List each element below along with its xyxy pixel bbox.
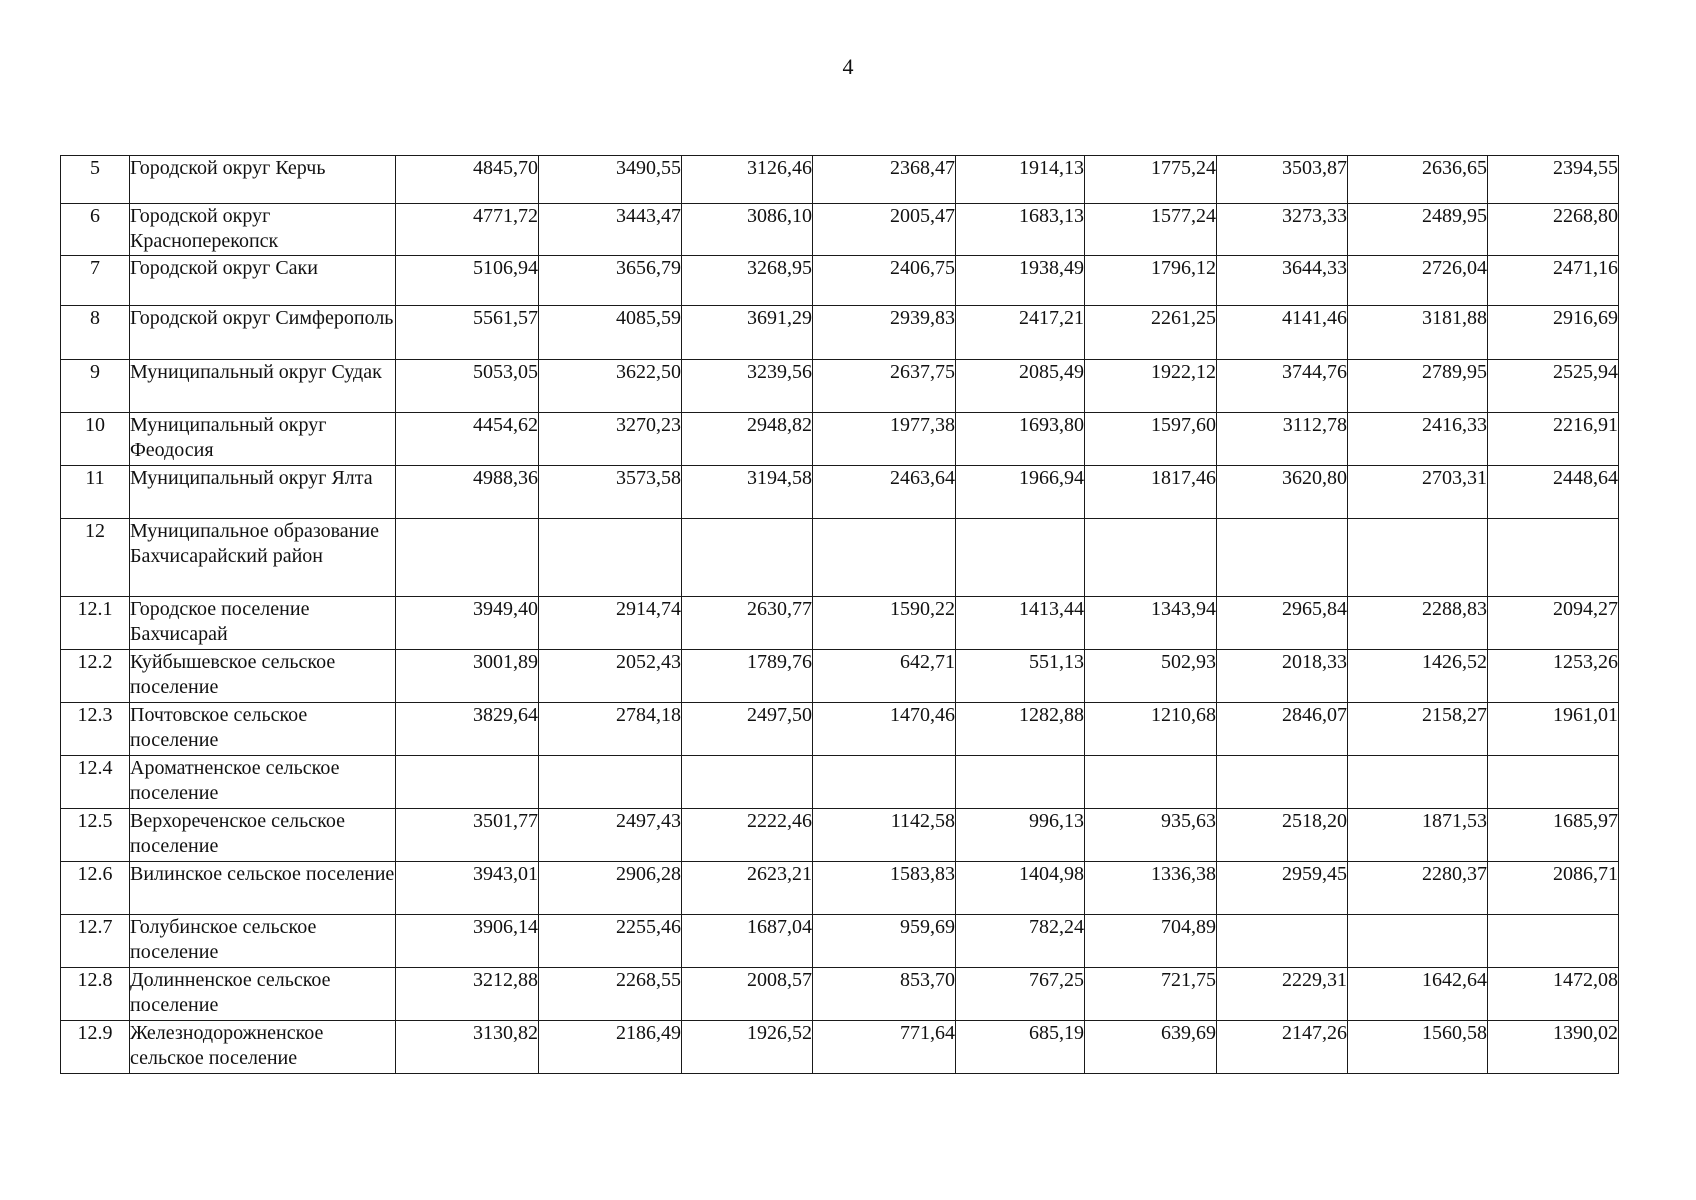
value-cell: 1426,52 [1348, 650, 1488, 703]
municipality-name: Муниципальное образование Бахчисарайский район [130, 519, 396, 597]
value-cell [1348, 519, 1488, 597]
value-cell: 3829,64 [396, 703, 539, 756]
municipality-name: Верхореченское сельское поселение [130, 809, 396, 862]
table-row [61, 413, 1619, 466]
value-cell: 1922,12 [1085, 360, 1217, 413]
value-cell: 2216,91 [1488, 413, 1619, 466]
value-cell [956, 756, 1085, 809]
value-cell: 2914,74 [539, 597, 682, 650]
value-cell [539, 756, 682, 809]
value-cell: 3501,77 [396, 809, 539, 862]
value-cell: 2623,21 [682, 862, 813, 915]
value-cell: 721,75 [1085, 968, 1217, 1021]
value-cell: 2394,55 [1488, 156, 1619, 204]
row-number: 8 [61, 306, 130, 360]
row-number: 7 [61, 256, 130, 306]
value-cell: 3239,56 [682, 360, 813, 413]
value-cell [682, 756, 813, 809]
value-cell: 1590,22 [813, 597, 956, 650]
value-cell: 2008,57 [682, 968, 813, 1021]
value-cell: 2255,46 [539, 915, 682, 968]
value-cell: 3212,88 [396, 968, 539, 1021]
value-cell [539, 519, 682, 597]
value-cell: 1871,53 [1348, 809, 1488, 862]
value-cell: 3620,80 [1217, 466, 1348, 519]
value-cell [396, 519, 539, 597]
value-cell [1217, 915, 1348, 968]
value-cell: 3126,46 [682, 156, 813, 204]
value-cell: 5561,57 [396, 306, 539, 360]
row-number: 12.3 [61, 703, 130, 756]
value-cell: 959,69 [813, 915, 956, 968]
value-cell: 2448,64 [1488, 466, 1619, 519]
value-cell: 1336,38 [1085, 862, 1217, 915]
value-cell: 2094,27 [1488, 597, 1619, 650]
value-cell: 2288,83 [1348, 597, 1488, 650]
value-cell: 2268,80 [1488, 204, 1619, 256]
value-cell: 3268,95 [682, 256, 813, 306]
value-cell: 2630,77 [682, 597, 813, 650]
row-number: 12 [61, 519, 130, 597]
row-number: 12.9 [61, 1021, 130, 1074]
value-cell: 2222,46 [682, 809, 813, 862]
value-cell: 551,13 [956, 650, 1085, 703]
value-cell: 2158,27 [1348, 703, 1488, 756]
value-cell: 2147,26 [1217, 1021, 1348, 1074]
value-cell: 782,24 [956, 915, 1085, 968]
value-cell: 3130,82 [396, 1021, 539, 1074]
value-cell: 3656,79 [539, 256, 682, 306]
value-cell: 1789,76 [682, 650, 813, 703]
value-cell [1085, 756, 1217, 809]
value-cell: 2636,65 [1348, 156, 1488, 204]
value-cell: 2086,71 [1488, 862, 1619, 915]
value-cell: 1775,24 [1085, 156, 1217, 204]
table-row [61, 466, 1619, 519]
table-row [61, 862, 1619, 915]
value-cell: 2916,69 [1488, 306, 1619, 360]
value-cell: 3943,01 [396, 862, 539, 915]
value-cell: 1253,26 [1488, 650, 1619, 703]
value-cell: 4988,36 [396, 466, 539, 519]
value-cell: 2525,94 [1488, 360, 1619, 413]
row-number: 10 [61, 413, 130, 466]
row-number: 12.1 [61, 597, 130, 650]
table-row [61, 650, 1619, 703]
value-cell: 5053,05 [396, 360, 539, 413]
value-cell: 3744,76 [1217, 360, 1348, 413]
value-cell: 2471,16 [1488, 256, 1619, 306]
municipality-name: Куйбышевское сельское поселение [130, 650, 396, 703]
row-number: 6 [61, 204, 130, 256]
row-number: 11 [61, 466, 130, 519]
value-cell: 1961,01 [1488, 703, 1619, 756]
value-cell: 3112,78 [1217, 413, 1348, 466]
value-cell: 2416,33 [1348, 413, 1488, 466]
value-cell: 1282,88 [956, 703, 1085, 756]
row-number: 9 [61, 360, 130, 413]
table-row [61, 597, 1619, 650]
value-cell: 1413,44 [956, 597, 1085, 650]
value-cell: 996,13 [956, 809, 1085, 862]
value-cell: 2518,20 [1217, 809, 1348, 862]
value-cell: 2417,21 [956, 306, 1085, 360]
value-cell [1217, 519, 1348, 597]
value-cell: 2965,84 [1217, 597, 1348, 650]
value-cell [956, 519, 1085, 597]
value-cell: 853,70 [813, 968, 956, 1021]
municipality-name: Городской округ Керчь [130, 156, 396, 204]
value-cell: 2463,64 [813, 466, 956, 519]
value-cell: 2789,95 [1348, 360, 1488, 413]
row-number: 12.7 [61, 915, 130, 968]
value-cell: 3906,14 [396, 915, 539, 968]
page-number: 4 [842, 54, 854, 79]
value-cell [813, 519, 956, 597]
value-cell: 3503,87 [1217, 156, 1348, 204]
value-cell: 1642,64 [1348, 968, 1488, 1021]
value-cell [1488, 756, 1619, 809]
value-cell: 1817,46 [1085, 466, 1217, 519]
table-row [61, 915, 1619, 968]
value-cell: 1926,52 [682, 1021, 813, 1074]
value-cell [1488, 915, 1619, 968]
value-cell: 3181,88 [1348, 306, 1488, 360]
value-cell: 1142,58 [813, 809, 956, 862]
row-number: 5 [61, 156, 130, 204]
municipality-name: Ароматненское сельское поселение [130, 756, 396, 809]
value-cell: 3490,55 [539, 156, 682, 204]
value-cell: 5106,94 [396, 256, 539, 306]
value-cell: 3194,58 [682, 466, 813, 519]
value-cell: 2280,37 [1348, 862, 1488, 915]
municipality-name: Городской округ Красноперекопск [130, 204, 396, 256]
value-cell: 2489,95 [1348, 204, 1488, 256]
value-cell: 704,89 [1085, 915, 1217, 968]
value-cell: 4085,59 [539, 306, 682, 360]
value-cell: 1914,13 [956, 156, 1085, 204]
value-cell: 639,69 [1085, 1021, 1217, 1074]
value-cell: 3270,23 [539, 413, 682, 466]
municipality-name: Долинненское сельское поселение [130, 968, 396, 1021]
value-cell: 2948,82 [682, 413, 813, 466]
value-cell: 1796,12 [1085, 256, 1217, 306]
row-number: 12.4 [61, 756, 130, 809]
municipality-name: Железнодорожненское сельское поселение [130, 1021, 396, 1074]
value-cell: 2637,75 [813, 360, 956, 413]
table-row [61, 1021, 1619, 1074]
municipality-name: Муниципальный округ Судак [130, 360, 396, 413]
table-row [61, 204, 1619, 256]
value-cell: 1560,58 [1348, 1021, 1488, 1074]
value-cell: 1470,46 [813, 703, 956, 756]
value-cell: 1583,83 [813, 862, 956, 915]
value-cell: 2406,75 [813, 256, 956, 306]
municipality-name: Городской округ Симферополь [130, 306, 396, 360]
value-cell: 4141,46 [1217, 306, 1348, 360]
value-cell: 2085,49 [956, 360, 1085, 413]
value-cell: 1685,97 [1488, 809, 1619, 862]
value-cell: 2052,43 [539, 650, 682, 703]
value-cell: 1966,94 [956, 466, 1085, 519]
table-row [61, 756, 1619, 809]
value-cell [1488, 519, 1619, 597]
value-cell: 3273,33 [1217, 204, 1348, 256]
row-number: 12.5 [61, 809, 130, 862]
row-number: 12.2 [61, 650, 130, 703]
row-number: 12.8 [61, 968, 130, 1021]
value-cell: 2186,49 [539, 1021, 682, 1074]
value-cell: 502,93 [1085, 650, 1217, 703]
value-cell [1348, 756, 1488, 809]
value-cell [682, 519, 813, 597]
value-cell: 2726,04 [1348, 256, 1488, 306]
municipality-name: Городской округ Саки [130, 256, 396, 306]
value-cell: 4771,72 [396, 204, 539, 256]
value-cell: 3691,29 [682, 306, 813, 360]
value-cell: 642,71 [813, 650, 956, 703]
table-row [61, 968, 1619, 1021]
value-cell: 4454,62 [396, 413, 539, 466]
value-cell: 1687,04 [682, 915, 813, 968]
value-cell: 2368,47 [813, 156, 956, 204]
value-cell: 767,25 [956, 968, 1085, 1021]
value-cell: 1597,60 [1085, 413, 1217, 466]
municipality-name: Голубинское сельское поселение [130, 915, 396, 968]
value-cell: 1693,80 [956, 413, 1085, 466]
value-cell: 3443,47 [539, 204, 682, 256]
value-cell: 2497,50 [682, 703, 813, 756]
value-cell: 2906,28 [539, 862, 682, 915]
table-row [61, 809, 1619, 862]
value-cell: 1404,98 [956, 862, 1085, 915]
value-cell: 1343,94 [1085, 597, 1217, 650]
value-cell: 3086,10 [682, 204, 813, 256]
value-cell: 685,19 [956, 1021, 1085, 1074]
table-row [61, 156, 1619, 204]
row-number: 12.6 [61, 862, 130, 915]
value-cell: 935,63 [1085, 809, 1217, 862]
value-cell: 2261,25 [1085, 306, 1217, 360]
value-cell [813, 756, 956, 809]
value-cell [1348, 915, 1488, 968]
municipality-name: Муниципальный округ Ялта [130, 466, 396, 519]
municipality-name: Муниципальный округ Феодосия [130, 413, 396, 466]
value-cell: 2784,18 [539, 703, 682, 756]
value-cell: 1210,68 [1085, 703, 1217, 756]
value-cell [1217, 756, 1348, 809]
value-cell: 3622,50 [539, 360, 682, 413]
value-cell: 2939,83 [813, 306, 956, 360]
table-row [61, 703, 1619, 756]
value-cell: 2018,33 [1217, 650, 1348, 703]
value-cell [1085, 519, 1217, 597]
value-cell: 2959,45 [1217, 862, 1348, 915]
value-cell: 1390,02 [1488, 1021, 1619, 1074]
value-cell: 2703,31 [1348, 466, 1488, 519]
value-cell: 1472,08 [1488, 968, 1619, 1021]
table-body [61, 156, 1619, 1074]
value-cell: 3949,40 [396, 597, 539, 650]
value-cell: 4845,70 [396, 156, 539, 204]
tariff-table [60, 155, 1619, 1074]
value-cell: 2229,31 [1217, 968, 1348, 1021]
value-cell: 3001,89 [396, 650, 539, 703]
value-cell: 1683,13 [956, 204, 1085, 256]
table-row [61, 360, 1619, 413]
value-cell: 2005,47 [813, 204, 956, 256]
municipality-name: Городское поселение Бахчисарай [130, 597, 396, 650]
value-cell [396, 756, 539, 809]
table-row [61, 306, 1619, 360]
value-cell: 3573,58 [539, 466, 682, 519]
value-cell: 1938,49 [956, 256, 1085, 306]
value-cell: 2846,07 [1217, 703, 1348, 756]
municipality-name: Вилинское сельское поселение [130, 862, 396, 915]
municipality-name: Почтовское сельское поселение [130, 703, 396, 756]
value-cell: 2497,43 [539, 809, 682, 862]
value-cell: 1977,38 [813, 413, 956, 466]
value-cell: 771,64 [813, 1021, 956, 1074]
value-cell: 3644,33 [1217, 256, 1348, 306]
table-row [61, 519, 1619, 597]
value-cell: 2268,55 [539, 968, 682, 1021]
value-cell: 1577,24 [1085, 204, 1217, 256]
table-row [61, 256, 1619, 306]
